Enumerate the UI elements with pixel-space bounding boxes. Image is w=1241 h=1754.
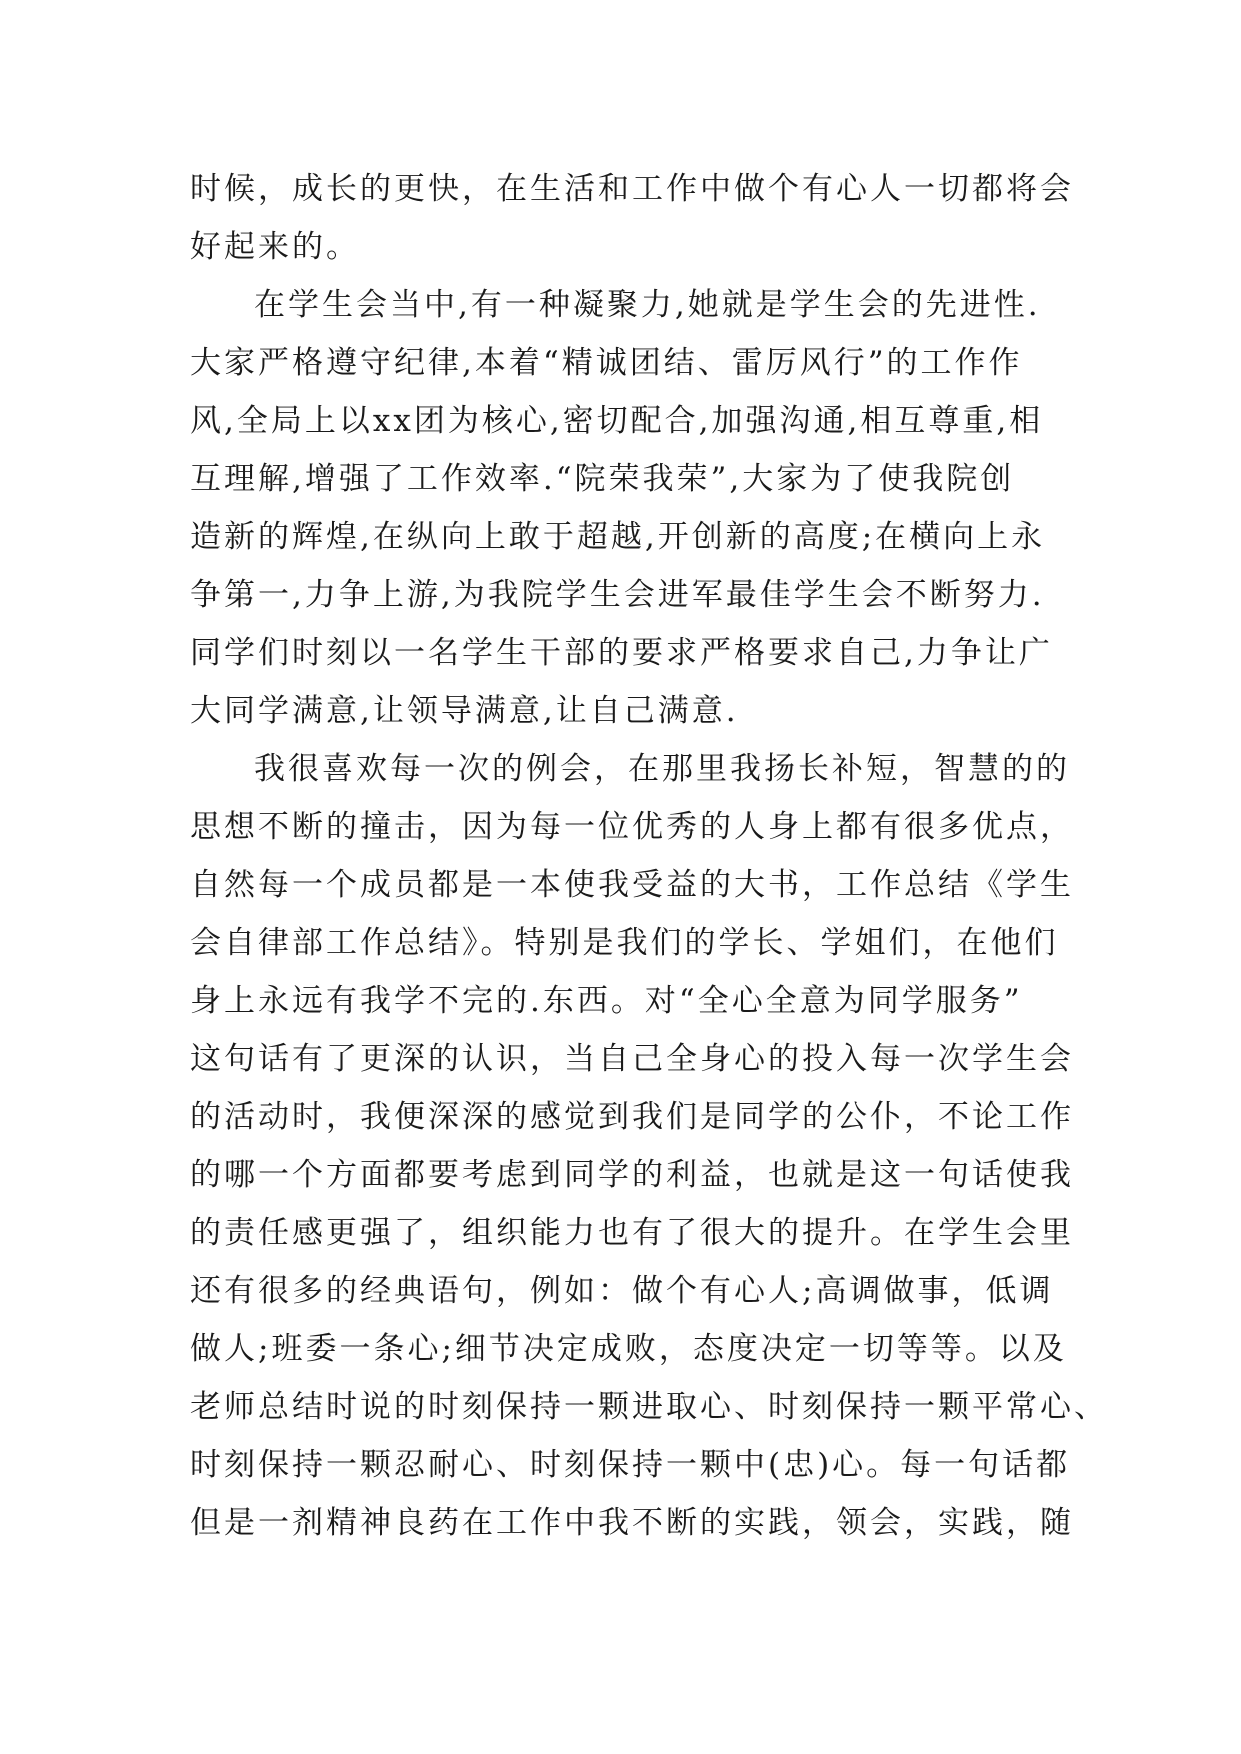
- text-line: 自然每一个成员都是一本使我受益的大书，工作总结《学生: [190, 867, 1074, 903]
- text-line: 造新的辉煌,在纵向上敢于超越,开创新的高度;在横向上永: [190, 519, 1046, 555]
- text-line: 做人;班委一条心;细节决定成败，态度决定一切等等。以及: [190, 1331, 1067, 1367]
- document-body: [190, 160, 1108, 1552]
- text-line: 争第一,力争上游,为我院学生会进军最佳学生会不断努力.: [190, 577, 1045, 613]
- text-line: 的责任感更强了，组织能力也有了很大的提升。在学生会里: [190, 1215, 1074, 1251]
- paragraph: [190, 160, 1074, 276]
- text-line: 但是一剂精神良药在工作中我不断的实践，领会，实践，随: [190, 1505, 1074, 1541]
- paragraph: [190, 276, 1070, 740]
- text-line: 同学们时刻以一名学生干部的要求严格要求自己,力争让广: [190, 635, 1053, 671]
- text-line: 大同学满意,让领导满意,让自己满意.: [190, 693, 739, 729]
- text-line: 时候，成长的更快，在生活和工作中做个有心人一切都将会: [190, 171, 1074, 207]
- text-line: 互理解,增强了工作效率.“院荣我荣”,大家为了使我院创: [190, 461, 1015, 497]
- text-line: 身上永远有我学不完的.东西。对“全心全意为同学服务”: [190, 983, 1023, 1019]
- text-line: 在学生会当中,有一种凝聚力,她就是学生会的先进性.: [254, 287, 1041, 323]
- text-line: 老师总结时说的时刻保持一颗进取心、时刻保持一颗平常心、: [190, 1389, 1108, 1425]
- text-line: 好起来的。: [190, 229, 360, 265]
- text-line: 会自律部工作总结》。特别是我们的学长、学姐们，在他们: [190, 925, 1059, 961]
- text-line: 大家严格遵守纪律,本着“精诚团结、雷厉风行”的工作作: [190, 345, 1023, 381]
- text-line: 还有很多的经典语句，例如：做个有心人;高调做事，低调: [190, 1273, 1054, 1309]
- text-line: 我很喜欢每一次的例会，在那里我扬长补短，智慧的的: [254, 751, 1070, 787]
- text-line: 时刻保持一颗忍耐心、时刻保持一颗中(忠)心。每一句话都: [190, 1447, 1071, 1483]
- text-line: 这句话有了更深的认识，当自己全身心的投入每一次学生会: [190, 1041, 1074, 1077]
- text-line: 的哪一个方面都要考虑到同学的利益，也就是这一句话使我: [190, 1157, 1074, 1193]
- text-line: 的活动时，我便深深的感觉到我们是同学的公仆，不论工作: [190, 1099, 1074, 1135]
- text-line: 思想不断的撞击，因为每一位优秀的人身上都有很多优点，: [190, 809, 1074, 845]
- text-line: 风,全局上以xx团为核心,密切配合,加强沟通,相互尊重,相: [190, 403, 1044, 439]
- paragraph: [190, 740, 1108, 1552]
